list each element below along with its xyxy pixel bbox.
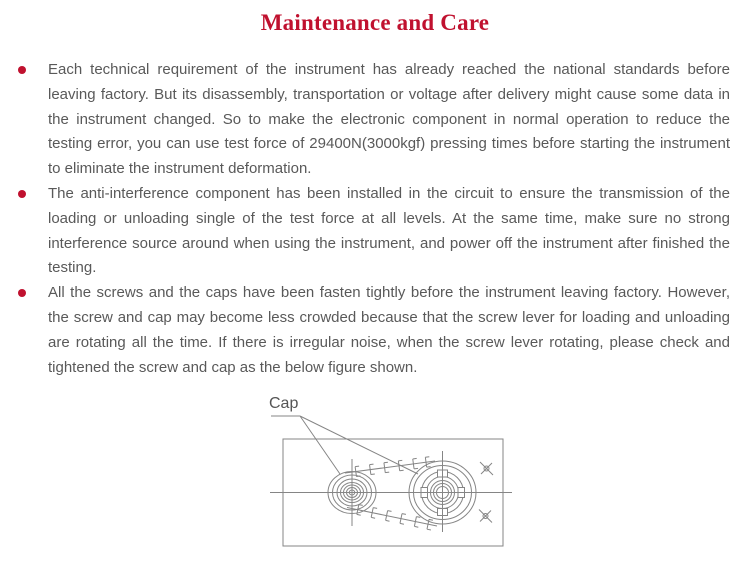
list-item <box>18 281 730 380</box>
list-item <box>18 58 730 182</box>
screw-mark-bottom <box>479 510 492 523</box>
list-item <box>18 182 730 281</box>
cap-leader-lines <box>271 416 418 474</box>
maintenance-list <box>18 58 730 380</box>
pulley-diagram <box>0 389 750 564</box>
cap-label: Cap <box>269 395 299 412</box>
list-item-text: All the screws and the caps have been fasten tightly before the instrument leaving factory. However, the screw and cap may become less crowded because that the screw lever for loading and unloading are rotating all the time. If there is irregular noise, when the screw lever rotating, please check and tightened the screw and cap as the below figure shown. <box>48 284 730 376</box>
figure-cap-diagram <box>0 389 750 564</box>
bullet-icon <box>18 289 26 297</box>
bullet-icon <box>18 66 26 74</box>
bullet-icon <box>18 190 26 198</box>
list-item-text: The anti-interference component has been installed in the circuit to ensure the transmission of the loading or unloading single of the test force at all levels. At the same time, make sure no strong interference source around when using the instrument, and power off the instrument after finished the testing. <box>48 184 730 277</box>
screw-mark-top <box>480 462 493 475</box>
document-page <box>0 9 750 412</box>
list-item-text: Each technical requirement of the instrument has already reached the national standards before leaving factory. But its disassembly, transportation or voltage after delivery might cause some data in the instrument changed. So to make the electronic component in normal operation to reduce the testing error, you can use test force of 29400N(3000kgf) pressing times before starting the instrument to eliminate the instrument deformation. <box>48 61 730 178</box>
page-title: Maintenance and Care <box>260 10 490 35</box>
